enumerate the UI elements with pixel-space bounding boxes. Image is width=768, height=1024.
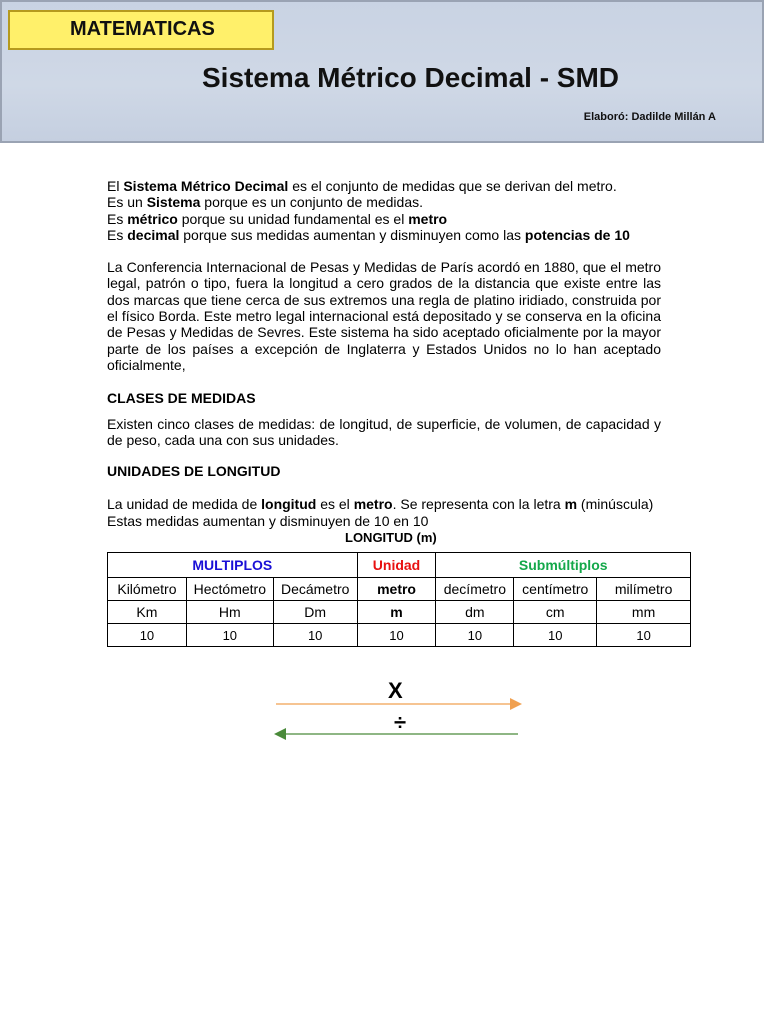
- table-cell: centímetro: [514, 578, 597, 601]
- table-cell: Dm: [273, 601, 357, 624]
- page-title: Sistema Métrico Decimal - SMD: [202, 62, 620, 93]
- table-cell: 10: [514, 624, 597, 647]
- longitud-heading: UNIDADES DE LONGITUD: [107, 463, 281, 480]
- table-cell: dm: [436, 601, 514, 624]
- table-cell: mm: [597, 601, 691, 624]
- unit-values-row: [108, 624, 691, 647]
- conversion-arrows: [270, 696, 530, 746]
- table-cell: decímetro: [436, 578, 514, 601]
- table-cell: Hectómetro: [186, 578, 273, 601]
- table-cell: 10: [108, 624, 187, 647]
- table-cell: 10: [273, 624, 357, 647]
- intro-line-3: Es métrico porque su unidad fundamental es el metro: [107, 210, 448, 227]
- table-cell: Km: [108, 601, 187, 624]
- table-cell: milímetro: [597, 578, 691, 601]
- right-arrow-icon: [276, 698, 522, 710]
- unit-names-row: [108, 578, 691, 601]
- intro-line-1: El Sistema Métrico Decimal es el conjunto de medidas que se derivan del metro.: [107, 178, 617, 194]
- table-cell: 10: [357, 624, 436, 647]
- left-arrow-icon: [274, 728, 518, 740]
- clases-heading: CLASES DE MEDIDAS: [107, 390, 256, 407]
- table-cell: m: [357, 601, 436, 624]
- table-title: LONGITUD (m): [345, 530, 437, 545]
- subject-label: MATEMATICAS: [8, 10, 274, 50]
- intro-line-4: Es decimal porque sus medidas aumentan y disminuyen como las potencias de 10: [107, 226, 630, 243]
- divide-symbol: ÷: [394, 710, 407, 735]
- submultiplos-header: Submúltiplos: [436, 553, 691, 578]
- document-body: [107, 178, 661, 529]
- unidad-header: Unidad: [357, 553, 436, 578]
- unit-abbr-row: [108, 601, 691, 624]
- author-credit: Elaboró: Dadilde Millán A: [583, 111, 716, 123]
- table-cell: 10: [597, 624, 691, 647]
- table-cell: 10: [436, 624, 514, 647]
- intro-line-2: Es un Sistema porque es un conjunto de medidas.: [107, 194, 424, 211]
- length-units-table: [107, 552, 691, 647]
- history-paragraph: La Conferencia Internacional de Pesas y Medidas de París acordó en 1880, que el metro legal, patrón o tipo, fuera la longitud a cero grados de la distancia que existe entre las dos marcas que tiene cerca de sus extremos una regla de platino iridiado, construida por el físico Borda. Este metro legal internacional está depositado y se conserva en la oficina de Pesas y Medidas de Sevres. Este sistema ha sido aceptado oficialmente por la mayor parte de los países a excepción de Inglaterra y Estados Unidos no lo han aceptado oficialmente,: [107, 259, 661, 373]
- table-cell: cm: [514, 601, 597, 624]
- longitud-line-1: La unidad de medida de longitud es el metro. Se representa con la letra m (minúscula): [107, 496, 654, 513]
- clases-paragraph: Existen cinco clases de medidas: de longitud, de superficie, de volumen, de capacidad y de peso, cada una con sus unidades.: [107, 415, 661, 448]
- table-cell: metro: [357, 578, 436, 601]
- table-cell: 10: [186, 624, 273, 647]
- document-header: [0, 0, 764, 143]
- longitud-line-2: Estas medidas aumentan y disminuyen de 10 en 10: [107, 512, 429, 529]
- table-header-row: [108, 553, 691, 578]
- multiplos-header: MULTIPLOS: [108, 553, 358, 578]
- multiply-symbol: X: [388, 678, 403, 703]
- table-cell: Decámetro: [273, 578, 357, 601]
- table-cell: Hm: [186, 601, 273, 624]
- table-cell: Kilómetro: [108, 578, 187, 601]
